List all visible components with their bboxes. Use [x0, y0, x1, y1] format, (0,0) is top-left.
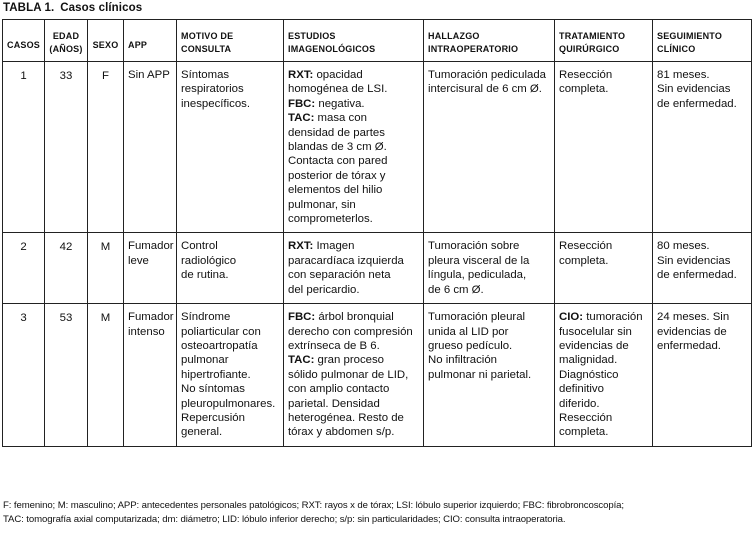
table-title-label: TABLA 1. — [3, 2, 55, 14]
cell-estudios-text: blandas de 3 cm Ø. — [288, 141, 387, 154]
cell-tratamiento-line — [559, 82, 648, 96]
cell-tratamiento-line — [559, 411, 648, 425]
cell-hallazgo-line: Tumoración sobre — [428, 240, 520, 253]
cell-tratamiento-line — [559, 325, 648, 339]
cell-motivo-line: radiológico — [181, 254, 237, 267]
cell-motivo-line: pleuropulmonares. — [181, 397, 276, 410]
cell-estudios-line — [288, 140, 419, 154]
cell-motivo-line: general. — [181, 426, 223, 439]
table-header — [3, 20, 752, 62]
cell-hallazgo — [424, 233, 555, 304]
cell-hallazgo — [424, 304, 555, 447]
cell-estudios-text: paracardíaca izquierda — [288, 254, 404, 267]
cell-estudios-text: gran proceso — [314, 354, 385, 367]
header-estudios: ESTUDIOS IMAGENOLÓGICOS — [284, 20, 424, 62]
cell-motivo — [177, 62, 284, 233]
cell-tratamiento-text: Resección — [559, 411, 613, 424]
cell-estudios-line — [288, 82, 419, 96]
cell-tratamiento-line — [559, 368, 648, 382]
table-row — [3, 304, 752, 447]
cell-hallazgo-line: de 6 cm Ø. — [428, 283, 484, 296]
cell-estudios-text: Imagen — [313, 240, 355, 253]
cell-tratamiento — [555, 233, 653, 304]
header-app: APP — [124, 20, 177, 62]
cell-estudios-text: posterior de tórax y — [288, 169, 386, 182]
footnote-line-1: F: femenino; M: masculino; APP: antecedentes personales patológicos; RXT: rayos x de tórax; LSI: lóbulo superior izquierdo; FBC: fibrobroncoscopía; — [3, 500, 624, 511]
cell-estudios-text: sólido pulmonar de LID, — [288, 368, 409, 381]
cell-motivo-line: osteoartropatía — [181, 339, 258, 352]
cell-estudios-line — [288, 310, 419, 324]
header-motivo: MOTIVO DE CONSULTA — [177, 20, 284, 62]
cell-estudios-line — [288, 411, 419, 425]
cell-app: Fumador leve — [124, 233, 177, 304]
cell-estudios-line — [288, 397, 419, 411]
cell-estudios-key: FBC: — [288, 97, 316, 110]
cell-tratamiento-text: tumoración — [583, 311, 643, 324]
cell-hallazgo-line: pleura visceral de la — [428, 254, 530, 267]
cell-hallazgo — [424, 62, 555, 233]
cell-estudios-line — [288, 212, 419, 226]
cell-motivo-line: hipertrofiante. — [181, 368, 251, 381]
cell-estudios-text: negativa. — [315, 97, 365, 110]
cell-estudios — [284, 62, 424, 233]
cell-estudios-text: parietal. Densidad — [288, 397, 380, 410]
cell-hallazgo-line: No infiltración — [428, 354, 498, 367]
header-casos: CASOS — [3, 20, 45, 62]
cell-estudios-key: FBC: — [288, 311, 316, 324]
cell-edad: 33 — [45, 62, 88, 233]
cell-seguimiento-line: de enfermedad. — [657, 97, 737, 110]
cell-motivo-line: inespecíficos. — [181, 97, 251, 110]
cases-table — [2, 19, 752, 447]
cell-estudios-line — [288, 368, 419, 382]
cell-hallazgo-line: Tumoración pleural — [428, 311, 526, 324]
cell-app: Fumador intenso — [124, 304, 177, 447]
cell-estudios-line — [288, 183, 419, 197]
table-title — [3, 2, 142, 14]
cell-estudios-text: árbol bronquial — [315, 311, 394, 324]
cell-hallazgo-line: grueso pedículo. — [428, 339, 513, 352]
cell-motivo-line: Síntomas — [181, 69, 230, 81]
table-title-text: Casos clínicos — [60, 2, 143, 14]
cell-estudios-line — [288, 169, 419, 183]
cell-tratamiento-text: completa. — [559, 426, 609, 439]
cell-tratamiento-line — [559, 425, 648, 439]
cell-motivo — [177, 304, 284, 447]
cell-estudios-text: masa con — [314, 112, 367, 125]
header-sexo: SEXO — [88, 20, 124, 62]
cell-estudios-line — [288, 68, 419, 82]
cell-edad: 53 — [45, 304, 88, 447]
table-container — [2, 19, 751, 447]
cell-estudios-text: extrínseca de B 6. — [288, 339, 380, 352]
table-body — [3, 62, 752, 447]
cell-estudios-line — [288, 283, 419, 297]
cell-motivo-line: Síndrome — [181, 311, 231, 324]
cell-estudios-line — [288, 111, 419, 125]
cell-tratamiento-line — [559, 339, 648, 353]
cell-estudios-text: heterogénea. Resto de — [288, 411, 404, 424]
cell-tratamiento-line — [559, 397, 648, 411]
cell-hallazgo-line: intercisural de 6 cm Ø. — [428, 83, 542, 96]
cell-motivo-line: Control — [181, 240, 218, 253]
cell-hallazgo-line: língula, pediculada, — [428, 269, 527, 282]
cell-estudios-key: RXT: — [288, 69, 314, 81]
cell-edad: 42 — [45, 233, 88, 304]
cell-estudios-text: Contacta con pared — [288, 155, 388, 168]
cell-estudios-line — [288, 97, 419, 111]
cell-tratamiento-line — [559, 68, 648, 82]
cell-motivo-line: pulmonar — [181, 354, 229, 367]
cell-hallazgo-line: unida al LID por — [428, 325, 509, 338]
table-row — [3, 62, 752, 233]
cell-seguimiento-line: 81 meses. — [657, 69, 710, 81]
header-edad: EDAD (AÑOS) — [45, 20, 88, 62]
cell-motivo-line: poliarticular con — [181, 325, 261, 338]
cell-tratamiento-text: diferido. — [559, 397, 600, 410]
cell-seguimiento-line: Sin evidencias — [657, 254, 731, 267]
header-row — [3, 20, 752, 62]
cell-seguimiento-line: 80 meses. — [657, 240, 710, 253]
cell-motivo-line: respiratorios — [181, 83, 244, 96]
cell-motivo — [177, 233, 284, 304]
header-tratamiento: TRATAMIENTO QUIRÚRGICO — [555, 20, 653, 62]
footnote-line-2: TAC: tomografía axial computarizada; dm: diámetro; LID: lóbulo inferior derecho; s/p: sin particularidades; CIO: consulta intraoperatoria. — [3, 514, 566, 525]
cell-estudios-text: opacidad — [313, 69, 363, 81]
cell-estudios-line — [288, 126, 419, 140]
cell-caso: 2 — [3, 233, 45, 304]
cell-tratamiento-text: definitivo — [559, 383, 604, 396]
cell-seguimiento-line: de enfermedad. — [657, 269, 737, 282]
cell-estudios-text: con separación neta — [288, 269, 391, 282]
cell-estudios-line — [288, 239, 419, 253]
cell-seguimiento-line: 24 meses. Sin — [657, 311, 730, 324]
cell-tratamiento-line — [559, 239, 648, 253]
cell-estudios-line — [288, 382, 419, 396]
cell-estudios-text: comprometerlos. — [288, 213, 373, 226]
cell-seguimiento — [653, 62, 752, 233]
cell-estudios-text: del pericardio. — [288, 283, 360, 296]
cell-tratamiento-text: Resección — [559, 69, 613, 81]
cell-estudios-text: elementos del hilio — [288, 184, 383, 197]
cell-tratamiento-text: fusocelular sin — [559, 325, 632, 338]
cell-caso: 3 — [3, 304, 45, 447]
cell-tratamiento-text: Diagnóstico — [559, 368, 619, 381]
cell-estudios-line — [288, 325, 419, 339]
cell-estudios-text: con amplio contacto — [288, 383, 390, 396]
header-hallazgo: HALLAZGO INTRAOPERATORIO — [424, 20, 555, 62]
cell-estudios-text: derecho con compresión — [288, 325, 413, 338]
cell-estudios-line — [288, 353, 419, 367]
table-row — [3, 233, 752, 304]
cell-tratamiento-line — [559, 353, 648, 367]
cell-motivo-line: de rutina. — [181, 269, 229, 282]
cell-estudios-line — [288, 198, 419, 212]
cell-estudios-text: tórax y abdomen s/p. — [288, 426, 395, 439]
cell-tratamiento-key: CIO: — [559, 311, 584, 324]
cell-motivo-line: Repercusión — [181, 411, 245, 424]
cell-estudios-line — [288, 425, 419, 439]
cell-sexo: F — [88, 62, 124, 233]
cell-seguimiento — [653, 304, 752, 447]
cell-estudios-text: densidad de partes — [288, 126, 385, 139]
cell-caso: 1 — [3, 62, 45, 233]
cell-tratamiento-text: completa. — [559, 83, 609, 96]
cell-estudios — [284, 233, 424, 304]
cell-hallazgo-line: Tumoración pediculada — [428, 69, 546, 81]
cell-app: Sin APP — [124, 62, 177, 233]
cell-tratamiento-line — [559, 254, 648, 268]
cell-estudios-line — [288, 154, 419, 168]
cell-estudios-key: TAC: — [288, 354, 315, 367]
cell-seguimiento-line: Sin evidencias — [657, 83, 731, 96]
cell-tratamiento-line — [559, 382, 648, 396]
cell-estudios-line — [288, 254, 419, 268]
table-footnote — [3, 499, 751, 527]
cell-seguimiento — [653, 233, 752, 304]
cell-estudios-text: pulmonar, sin — [288, 198, 356, 211]
cell-estudios-line — [288, 268, 419, 282]
cell-sexo: M — [88, 233, 124, 304]
header-seguimiento: SEGUIMIENTO CLÍNICO — [653, 20, 752, 62]
cell-tratamiento — [555, 304, 653, 447]
cell-tratamiento-text: malignidad. — [559, 354, 618, 367]
cell-hallazgo-line: pulmonar ni parietal. — [428, 368, 532, 381]
cell-tratamiento-line — [559, 310, 648, 324]
cell-sexo: M — [88, 304, 124, 447]
cell-tratamiento-text: evidencias de — [559, 339, 629, 352]
cell-estudios-key: RXT: — [288, 240, 314, 253]
cell-seguimiento-line: evidencias de — [657, 325, 727, 338]
cell-motivo-line: No síntomas — [181, 383, 245, 396]
cell-estudios-line — [288, 339, 419, 353]
cell-estudios-key: TAC: — [288, 112, 315, 125]
cell-estudios-text: homogénea de LSI. — [288, 83, 388, 96]
cell-seguimiento-line: enfermedad. — [657, 339, 721, 352]
cell-tratamiento-text: completa. — [559, 254, 609, 267]
cell-tratamiento-text: Resección — [559, 240, 613, 253]
cell-estudios — [284, 304, 424, 447]
cell-tratamiento — [555, 62, 653, 233]
